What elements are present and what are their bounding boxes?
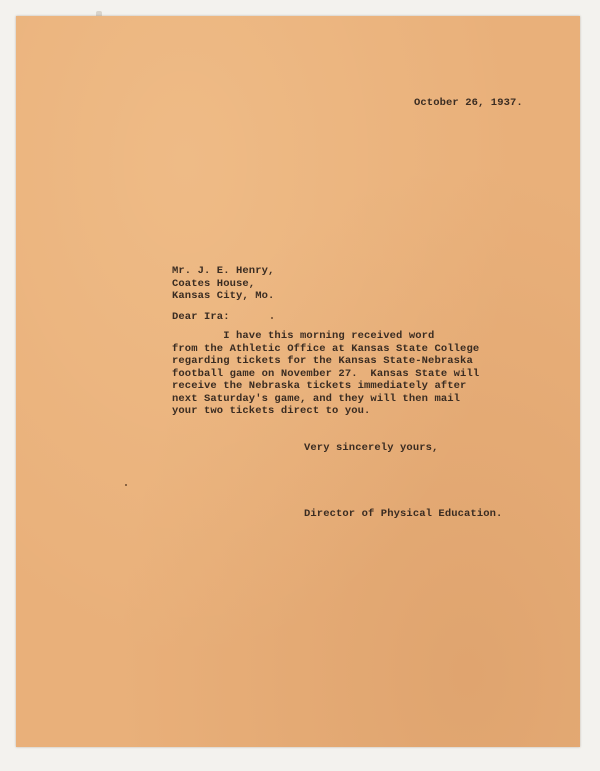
paper-speck <box>125 484 127 486</box>
letter-body <box>172 330 479 418</box>
salutation: Dear Ira: <box>172 311 230 323</box>
body-line: next Saturday's game, and they will then mail <box>172 392 461 405</box>
recipient-line: Mr. J. E. Henry, <box>172 265 275 277</box>
body-line: your two tickets direct to you. <box>172 405 371 417</box>
body-line: I have this morning received word <box>172 330 435 342</box>
closing: Very sincerely yours, <box>304 442 439 454</box>
recipient-address <box>172 265 274 303</box>
signature-title: Director of Physical Education. <box>304 508 503 520</box>
recipient-line: Coates House, <box>172 277 256 290</box>
body-line: receive the Nebraska tickets immediately after <box>172 380 467 392</box>
paper-speck <box>271 317 273 319</box>
recipient-line: Kansas City, Mo. <box>172 290 275 302</box>
body-line: football game on November 27. Kansas State will <box>172 367 480 380</box>
body-line: from the Athletic Office at Kansas State College <box>172 342 480 355</box>
letter-date: October 26, 1937. <box>414 97 523 109</box>
body-line: regarding tickets for the Kansas State-Nebraska <box>172 355 473 367</box>
